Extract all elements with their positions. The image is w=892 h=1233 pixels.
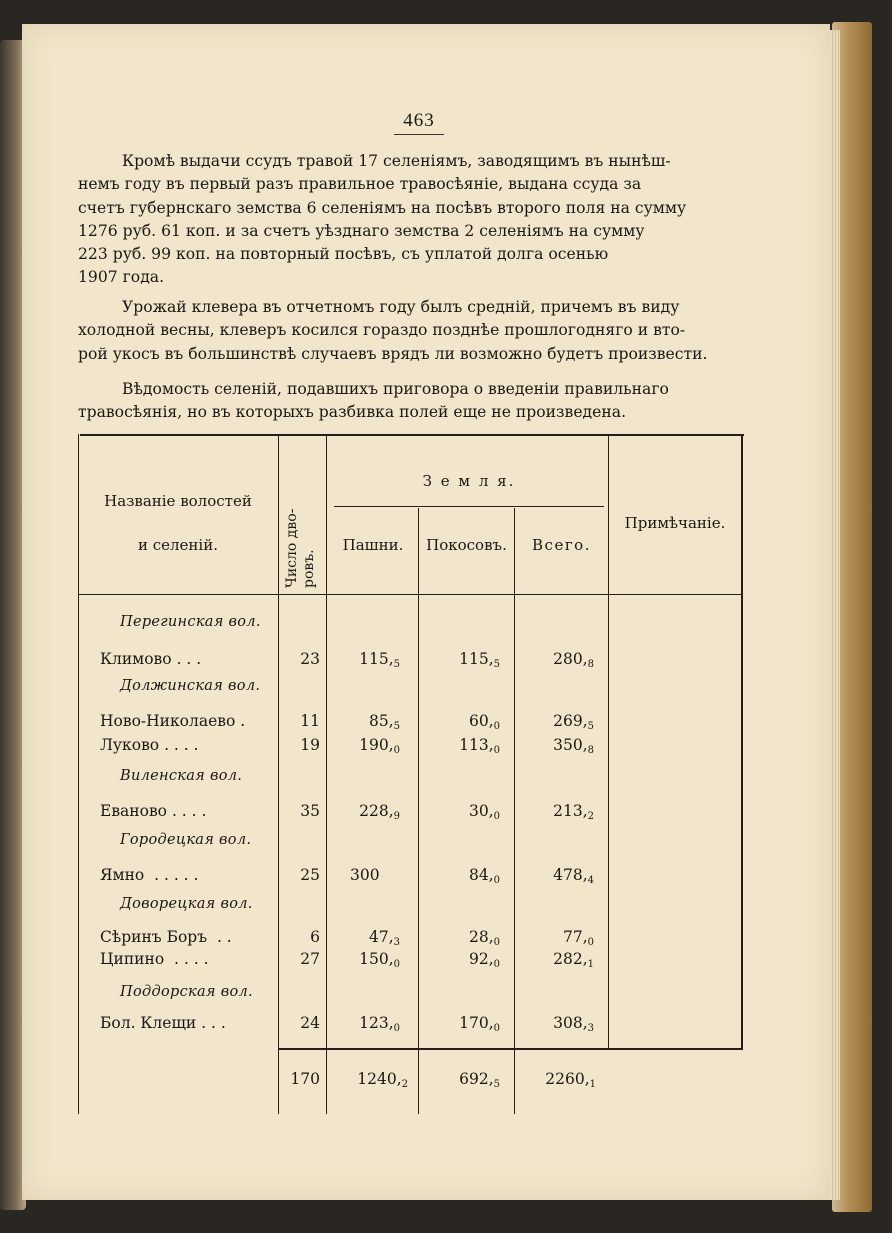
totals-yards: 170: [290, 1070, 320, 1088]
total-value: $269,_5$: [553, 712, 594, 732]
settlement-name: Ципино . . . .: [100, 950, 209, 968]
header-name-line2: и селеній.: [137, 536, 218, 554]
col-divider: [418, 508, 419, 1114]
col-divider: [608, 434, 609, 1048]
settlements-table: [78, 434, 744, 1114]
header-name-line1: Названіе волостей: [104, 492, 252, 510]
yards-count: 24: [300, 1014, 320, 1032]
volost-label: Поддорская вол.: [120, 984, 253, 1000]
settlement-name: Луково . . . .: [100, 736, 199, 754]
header-land: З е м л я.: [422, 472, 516, 490]
total-value: $280,_8$: [553, 650, 594, 670]
yards-count: 23: [300, 650, 320, 668]
header-note: Примѣчаніе.: [624, 514, 726, 532]
col-divider: [514, 508, 515, 1114]
arable-value: 300: [350, 866, 380, 884]
total-value: $350,_8$: [553, 736, 594, 756]
table-border-left: [78, 434, 79, 1114]
text-line: 223 руб. 99 коп. на повторный посѣвъ, съ уплатой долга осенью: [78, 245, 609, 264]
settlement-name: Ямно . . . . .: [100, 866, 199, 884]
arable-value: $123,_0$: [359, 1014, 400, 1034]
meadow-value: $92,_0$: [468, 950, 500, 970]
meadow-value: $113,_0$: [459, 736, 500, 756]
table-top-rule: [80, 434, 744, 436]
arable-value: $228,_9$: [359, 802, 400, 822]
arable-value: $115,_5$: [359, 650, 400, 670]
table-border-right: [741, 434, 743, 1050]
land-group-rule: [334, 506, 604, 507]
text-line: рой укосъ въ большинствѣ случаевъ врядъ ли возможно будетъ произвести.: [78, 344, 708, 363]
volost-label: Городецкая вол.: [120, 832, 252, 848]
settlement-name: Климово . . .: [100, 650, 202, 668]
total-value: $478,_4$: [553, 866, 594, 886]
total-value: $77,_0$: [562, 928, 594, 948]
page-number-rule: [394, 134, 444, 135]
header-meadow: Покосовъ.: [426, 536, 507, 554]
text-line: холодной весны, клеверъ косился гораздо позднѣе прошлогодняго и вто-: [78, 321, 686, 340]
totals-meadow: $692,_5$: [459, 1070, 500, 1090]
yards-count: 6: [310, 928, 320, 946]
meadow-value: $28,_0$: [468, 928, 500, 948]
yards-count: 35: [300, 802, 320, 820]
meadow-value: $30,_0$: [468, 802, 500, 822]
total-value: $308,_3$: [553, 1014, 594, 1034]
text-line: Кромѣ выдачи ссудъ травой 17 селеніямъ, заводящимъ въ нынѣш-: [122, 152, 671, 170]
arable-value: $150,_0$: [359, 950, 400, 970]
meadow-value: $115,_5$: [459, 650, 500, 670]
volost-label: Должинская вол.: [120, 678, 261, 694]
header-yards: [284, 468, 318, 588]
text-line: 1276 руб. 61 коп. и за счетъ уѣзднаго земства 2 селеніямъ на сумму: [78, 221, 645, 240]
settlement-name: Бол. Клещи . . .: [100, 1014, 226, 1032]
book-page: [22, 24, 830, 1200]
table-totals-rule: [278, 1048, 742, 1050]
settlement-name: Еваново . . . .: [100, 802, 207, 820]
yards-count: 11: [300, 712, 320, 730]
col-divider: [326, 434, 327, 1114]
volost-label: Доворецкая вол.: [120, 896, 253, 912]
paragraph-clover-harvest: [78, 296, 774, 366]
arable-value: $190,_0$: [359, 736, 400, 756]
text-line: 1907 года.: [78, 268, 165, 287]
total-value: $213,_2$: [553, 802, 594, 822]
text-line: Урожай клевера въ отчетномъ году былъ средній, причемъ въ виду: [122, 298, 680, 316]
yards-count: 27: [300, 950, 320, 968]
arable-value: $47,_3$: [368, 928, 400, 948]
yards-count: 25: [300, 866, 320, 884]
header-yards-line1: Число дво-: [284, 508, 300, 588]
header-yards-line2: ровъ.: [301, 549, 317, 588]
meadow-value: $60,_0$: [468, 712, 500, 732]
totals-total: $2260,_1$: [545, 1070, 596, 1090]
settlement-name: Сѣринъ Боръ . .: [100, 928, 232, 946]
volost-label: Перегинская вол.: [120, 614, 261, 630]
paragraph-clover-loans: [78, 150, 774, 290]
text-line: травосѣянія, но въ которыхъ разбивка полей еще не произведена.: [78, 403, 627, 422]
page-number: 463: [403, 110, 435, 131]
yards-count: 19: [300, 736, 320, 754]
paragraph-table-caption: [78, 378, 774, 425]
arable-value: $85,_5$: [368, 712, 400, 732]
text-line: немъ году въ первый разъ правильное травосѣяніе, выдана ссуда за: [78, 175, 642, 194]
total-value: $282,_1$: [553, 950, 594, 970]
text-line: Вѣдомость селеній, подавшихъ приговора о введеніи правильнаго: [122, 380, 669, 398]
meadow-value: $170,_0$: [459, 1014, 500, 1034]
table-header-rule: [78, 594, 742, 595]
settlement-name: Ново-Николаево .: [100, 712, 246, 730]
meadow-value: $84,_0$: [468, 866, 500, 886]
header-total: Всего.: [532, 536, 591, 554]
header-arable: Пашни.: [342, 536, 404, 554]
totals-arable: $1240,_2$: [357, 1070, 408, 1090]
col-divider: [278, 434, 279, 1114]
volost-label: Виленская вол.: [120, 768, 243, 784]
text-line: счетъ губернскаго земства 6 селеніямъ на посѣвъ второго поля на сумму: [78, 198, 687, 217]
